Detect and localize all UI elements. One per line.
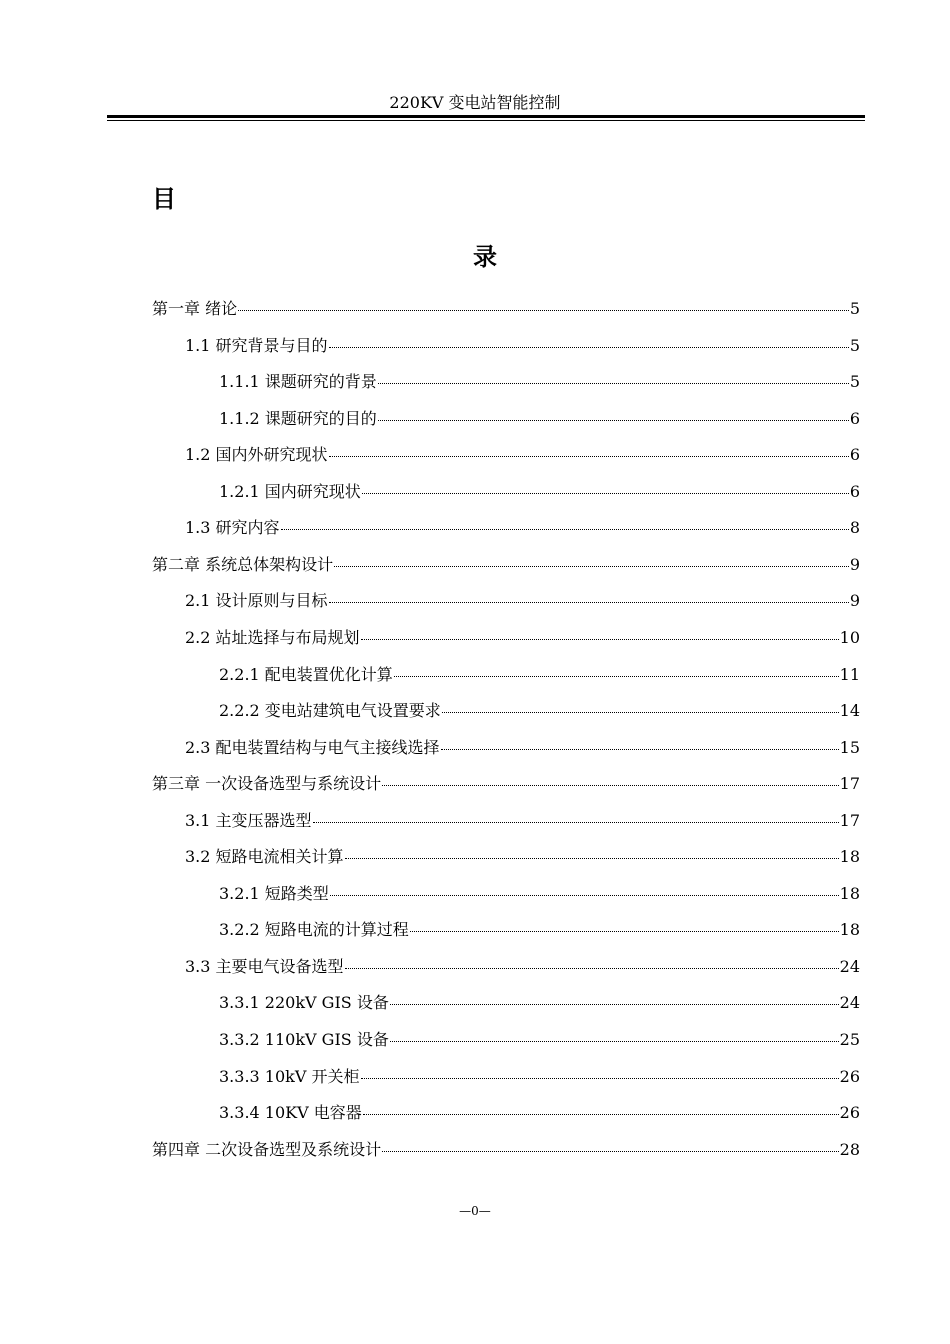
toc-entry-page: 18 [839,883,860,903]
toc-entry-page: 18 [839,847,860,867]
toc-dot-leader [410,930,839,932]
toc-dot-leader [313,821,839,823]
toc-title-part1: 目 [152,185,176,213]
toc-entry-page: 17 [839,810,860,830]
toc-entry[interactable] [185,627,860,649]
toc-dot-leader [363,1113,839,1115]
toc-entry-label: 3.1 主变压器选型 [185,810,312,830]
toc-dot-leader [334,565,849,567]
toc-entry-label: 1.2 国内外研究现状 [185,445,328,465]
toc-entry-label: 第一章 绪论 [152,299,238,318]
toc-dot-leader [441,748,839,750]
toc-entry[interactable] [185,956,860,978]
toc-entry-label: 2.3 配电装置结构与电气主接线选择 [185,737,440,757]
toc-dot-leader [382,784,839,786]
toc-entry-page: 10 [839,627,860,647]
toc-entry-page: 24 [839,956,860,976]
toc-entry[interactable] [219,481,860,503]
toc-entry-label: 2.1 设计原则与目标 [185,591,328,611]
toc-entry-label: 1.1 研究背景与目的 [185,335,328,355]
toc-entry[interactable] [185,846,860,868]
toc-entry[interactable] [219,700,860,722]
toc-entry-page: 15 [839,737,860,757]
toc-dot-leader [361,638,839,640]
toc-dot-leader [329,601,849,603]
toc-entry-label: 第二章 系统总体架构设计 [152,554,334,574]
toc-entry[interactable] [152,554,860,576]
toc-entry[interactable] [152,773,860,795]
toc-dot-leader [361,1077,839,1079]
toc-entry-page: 9 [849,591,860,611]
toc-entry-page: 6 [849,481,860,501]
toc-entry-page: 14 [839,701,860,721]
toc-dot-leader [442,711,839,713]
toc-dot-leader [378,382,849,384]
toc-entry-label: 3.3 主要电气设备选型 [185,956,344,976]
toc-entry-page: 6 [849,445,860,465]
toc-dot-leader [362,492,849,494]
toc-entry-page: 9 [849,554,860,574]
toc-entry[interactable] [219,1066,860,1088]
toc-dot-leader [281,528,849,530]
toc-entry-page: 26 [839,1066,860,1086]
toc-entry[interactable] [185,517,860,539]
toc-entry-page: 5 [849,372,860,392]
toc-entry-label: 1.3 研究内容 [185,518,280,538]
toc-entry-label: 1.1.1 课题研究的背景 [219,372,377,392]
toc-entry[interactable] [219,1102,860,1124]
toc-dot-leader [329,346,849,348]
toc-entry-page: 26 [839,1103,860,1123]
toc-entry-label: 1.2.1 国内研究现状 [219,481,361,501]
toc-entry[interactable] [185,810,860,832]
toc-entry-page: 8 [849,518,860,538]
toc-entry-label: 2.2.1 配电装置优化计算 [219,664,393,684]
toc-entry-label: 3.2 短路电流相关计算 [185,847,344,867]
toc-entry[interactable] [219,883,860,905]
toc-entry-page: 24 [839,993,860,1013]
toc-entry-page: 5 [849,335,860,355]
toc-entry[interactable] [152,298,860,320]
toc-entry[interactable] [185,335,860,357]
toc-entry[interactable] [219,371,860,393]
toc-dot-leader [329,455,849,457]
toc-entry-page: 5 [849,299,860,318]
toc-entry[interactable] [219,664,860,686]
toc-entry-label: 1.1.2 课题研究的目的 [219,408,377,428]
page-number: —0— [459,1204,491,1218]
header-rule-thick [107,115,865,118]
toc-entry-page: 18 [839,920,860,940]
toc-entry-label: 3.3.2 110kV GIS 设备 [219,1030,389,1049]
toc-entry-label: 2.2.2 变电站建筑电气设置要求 [219,701,441,721]
toc-dot-leader [382,1150,839,1152]
toc-entry-label: 第四章 二次设备选型及系统设计 [152,1139,382,1159]
toc-entry[interactable] [152,1139,860,1161]
toc-dot-leader [345,967,839,969]
header-rule-thin [107,120,865,121]
toc-entry-page: 17 [839,774,860,794]
toc-entry[interactable] [219,992,860,1014]
toc-entry-page: 28 [839,1139,860,1159]
toc-dot-leader [390,1040,839,1042]
toc-entry-label: 3.3.4 10KV 电容器 [219,1103,362,1123]
toc-entry-page: 6 [849,408,860,428]
toc-entry-page: 11 [839,664,860,684]
toc-entry-label: 2.2 站址选择与布局规划 [185,627,360,647]
toc-dot-leader [378,419,849,421]
toc-entry[interactable] [219,408,860,430]
toc-title-part2: 录 [473,243,497,271]
toc-dot-leader [330,894,839,896]
toc-entry[interactable] [219,919,860,941]
toc-entry[interactable] [219,1029,860,1051]
toc-entry-label: 3.3.3 10kV 开关柜 [219,1066,360,1086]
toc-entry-label: 第三章 一次设备选型与系统设计 [152,774,382,794]
running-header-title: 220KV 变电站智能控制 [389,93,561,112]
toc-entry-page: 25 [839,1030,860,1049]
toc-dot-leader [390,1003,839,1005]
toc-entry-label: 3.2.1 短路类型 [219,883,329,903]
toc-entry[interactable] [185,737,860,759]
toc-dot-leader [238,309,849,311]
toc-entry-label: 3.3.1 220kV GIS 设备 [219,993,389,1013]
toc-entry-label: 3.2.2 短路电流的计算过程 [219,920,409,940]
toc-entry[interactable] [185,444,860,466]
toc-entry[interactable] [185,590,860,612]
toc-dot-leader [394,675,839,677]
toc-dot-leader [345,857,839,859]
